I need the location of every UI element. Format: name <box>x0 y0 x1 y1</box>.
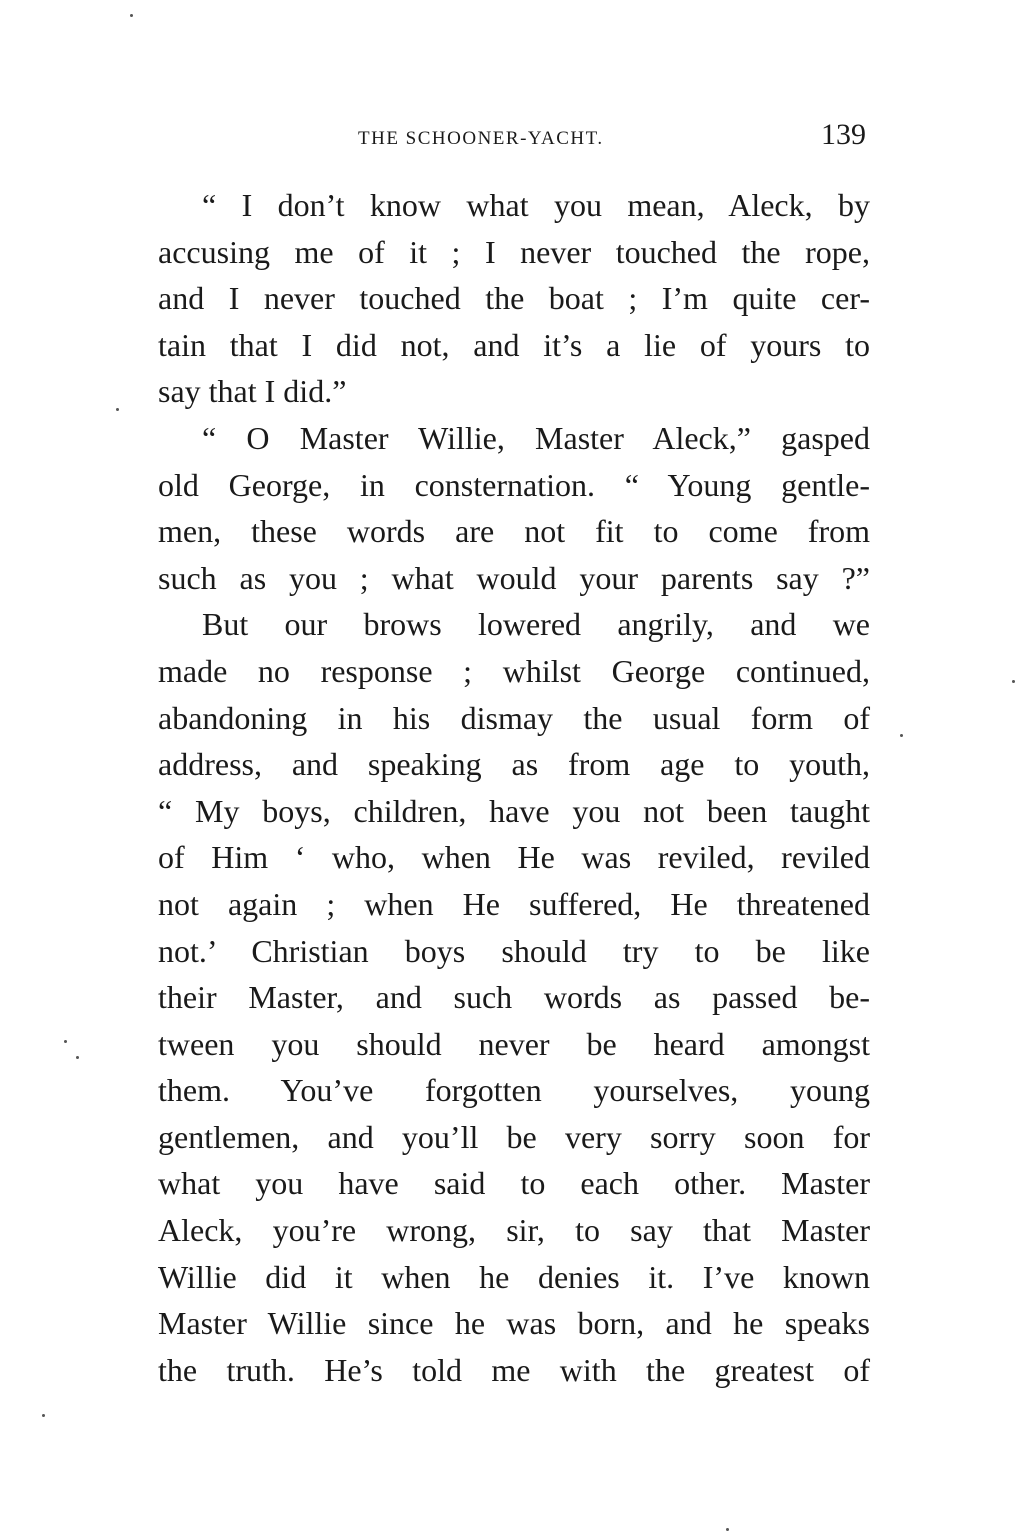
text-line: Willie did it when he denies it. I’ve known <box>158 1258 870 1295</box>
text-line: tain that I did not, and it’s a lie of yours to <box>158 326 870 363</box>
scan-speck <box>900 734 903 737</box>
text-line: Aleck, you’re wrong, sir, to say that Master <box>158 1212 870 1249</box>
text-line: Master Willie since he was born, and he speaks <box>158 1305 870 1342</box>
text-line: “ I don’t know what you mean, Aleck, by <box>202 187 870 223</box>
scan-speck <box>1012 680 1015 683</box>
text-line: what you have said to each other. Master <box>158 1165 870 1202</box>
text-line: “ My boys, children, have you not been taught <box>158 792 870 829</box>
text-line: But our brows lowered angrily, and we <box>202 606 870 643</box>
text-line: accusing me of it ; I never touched the rope, <box>158 233 870 270</box>
scan-speck <box>42 1414 45 1417</box>
text-line: gentlemen, and you’ll be very sorry soon for <box>158 1118 870 1155</box>
text-line: the truth. He’s told me with the greatest of <box>158 1351 870 1388</box>
body-text <box>158 182 870 1393</box>
scan-speck <box>76 1056 79 1059</box>
text-line: tween you should never be heard amongst <box>158 1025 870 1062</box>
text-line: not.’ Christian boys should try to be like <box>158 932 870 969</box>
running-head <box>158 118 870 158</box>
scan-speck <box>64 1040 67 1043</box>
text-line: old George, in consternation. “ Young gentle- <box>158 466 870 503</box>
text-line: address, and speaking as from age to youth, <box>158 746 870 783</box>
text-line: abandoning in his dismay the usual form of <box>158 699 870 736</box>
text-line: them. You’ve forgotten yourselves, young <box>158 1072 870 1109</box>
text-line: men, these words are not fit to come from <box>158 513 870 550</box>
scan-speck <box>116 408 119 411</box>
scan-speck <box>130 14 133 17</box>
page-number: 139 <box>821 118 866 151</box>
running-title: THE SCHOONER-YACHT. <box>358 128 604 149</box>
text-line: made no response ; whilst George continued, <box>158 652 870 689</box>
text-line: of Him ‘ who, when He was reviled, reviled <box>158 839 870 876</box>
text-line: their Master, and such words as passed be- <box>158 979 870 1016</box>
scan-speck <box>726 1528 729 1531</box>
text-line: not again ; when He suffered, He threatened <box>158 885 870 922</box>
text-line: say that I did.” <box>158 373 347 410</box>
text-line: “ O Master Willie, Master Aleck,” gasped <box>202 419 870 456</box>
text-line: and I never touched the boat ; I’m quite cer- <box>158 280 870 317</box>
text-line: such as you ; what would your parents say ?” <box>158 559 870 596</box>
